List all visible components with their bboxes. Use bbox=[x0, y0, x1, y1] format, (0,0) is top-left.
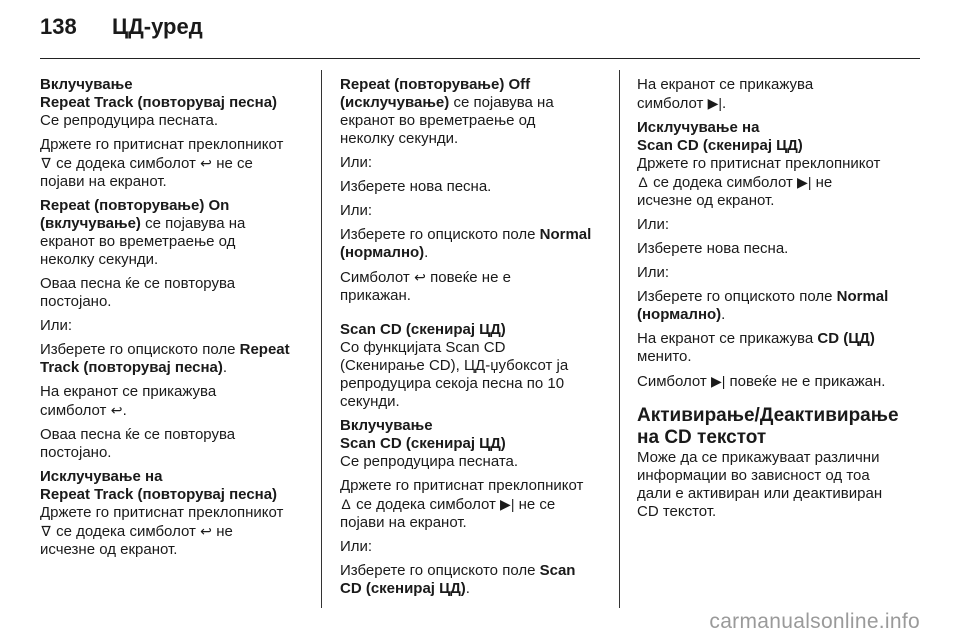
paragraph: Изберете го опциското поле Scan CD (скенирај ЦД). bbox=[340, 562, 576, 597]
scan-icon: ▶| bbox=[707, 95, 723, 111]
paragraph: Може да се прикажуваат различни информации во зависност од тоа дали е активиран или деактивиран CD текстот. bbox=[637, 449, 883, 520]
paragraph: Оваа песна ќе се повторува постојано. bbox=[40, 426, 236, 461]
paragraph: Repeat (повторување) On (вклучување) се појавува на екранот во времетраење од неколку секунди. bbox=[40, 197, 246, 268]
paragraph: Или: bbox=[637, 216, 670, 233]
paragraph: На екранот се прикажува симболот ↩. bbox=[40, 383, 217, 419]
repeat-icon: ↩ bbox=[414, 269, 426, 285]
header-rule bbox=[40, 58, 920, 59]
paragraph: Scan CD (скенирај ЦД) Со функцијата Scan CD (Скенирање CD), ЦД-џубоксот ја репродуцира секоја песна по 10 секунди. bbox=[340, 321, 569, 410]
scan-icon: ▶| bbox=[797, 174, 812, 190]
repeat-icon: ↩ bbox=[200, 523, 212, 539]
column-2 bbox=[340, 76, 602, 604]
paragraph: Изберете го опциското поле Normal (нормално). bbox=[340, 226, 592, 261]
paragraph: Исклучување на Scan CD (скенирај ЦД) Држете го притиснат преклопникот Δ се додека симболот ▶| не исчезне од екранот. bbox=[637, 119, 881, 209]
paragraph: Вклучување Scan CD (скенирај ЦД) Се репродуцира песната. bbox=[340, 417, 519, 470]
paragraph: Или: bbox=[40, 317, 73, 334]
paragraph: Или: bbox=[340, 538, 373, 555]
column-1 bbox=[40, 76, 302, 565]
paragraph: Изберете нова песна. bbox=[637, 240, 789, 257]
paragraph: Изберете нова песна. bbox=[340, 178, 492, 195]
paragraph: Симболот ↩ повеќе не е прикажан. bbox=[340, 269, 511, 304]
column-divider bbox=[321, 70, 322, 608]
paragraph: Оваа песна ќе се повторува постојано. bbox=[40, 275, 236, 310]
paragraph: Или: bbox=[637, 264, 670, 281]
section-heading: Активирање/Деактивирање на CD текстот bbox=[637, 405, 899, 448]
knob-icon: ∇ bbox=[41, 523, 51, 539]
eject-icon: Δ bbox=[341, 496, 351, 512]
watermark: carmanualsonline.info bbox=[709, 610, 920, 633]
column-3 bbox=[637, 76, 899, 527]
knob-icon: ∇ bbox=[41, 155, 51, 171]
paragraph: Repeat (повторување) Off (исклучување) се појавува на екранот во времетраење од неколку секунди. bbox=[340, 76, 554, 147]
paragraph: Држете го притиснат преклопникот ∇ се додека симболот ↩ не се појави на екранот. bbox=[40, 136, 284, 190]
paragraph: Држете го притиснат преклопникот Δ се додека симболот ▶| не се појави на екранот. bbox=[340, 477, 584, 531]
scan-icon: ▶| bbox=[500, 496, 515, 512]
paragraph: Изберете го опциското поле Repeat Track (повторувај песна). bbox=[40, 341, 290, 376]
repeat-icon: ↩ bbox=[200, 155, 212, 171]
page-title: ЦД-уред bbox=[112, 14, 203, 39]
paragraph: На екранот се прикажува симболот ▶|. bbox=[637, 76, 814, 112]
paragraph: Исклучување на Repeat Track (повторувај песна) Држете го притиснат преклопникот ∇ се додека симболот ↩ не исчезне од екранот. bbox=[40, 468, 284, 558]
paragraph: На екранот се прикажува CD (ЦД) менито. bbox=[637, 330, 875, 365]
eject-icon: Δ bbox=[638, 174, 648, 190]
paragraph: Вклучување Repeat Track (повторувај песна) Се репродуцира песната. bbox=[40, 76, 278, 129]
paragraph: Симболот ▶| повеќе не е прикажан. bbox=[637, 373, 886, 390]
repeat-icon: ↩ bbox=[110, 402, 123, 418]
paragraph: Или: bbox=[340, 202, 373, 219]
page-header bbox=[40, 14, 203, 50]
paragraph: Или: bbox=[340, 154, 373, 171]
column-divider bbox=[619, 70, 620, 608]
scan-icon: ▶| bbox=[710, 373, 726, 389]
page-number: 138 bbox=[40, 14, 77, 39]
paragraph: Изберете го опциското поле Normal (нормално). bbox=[637, 288, 889, 323]
